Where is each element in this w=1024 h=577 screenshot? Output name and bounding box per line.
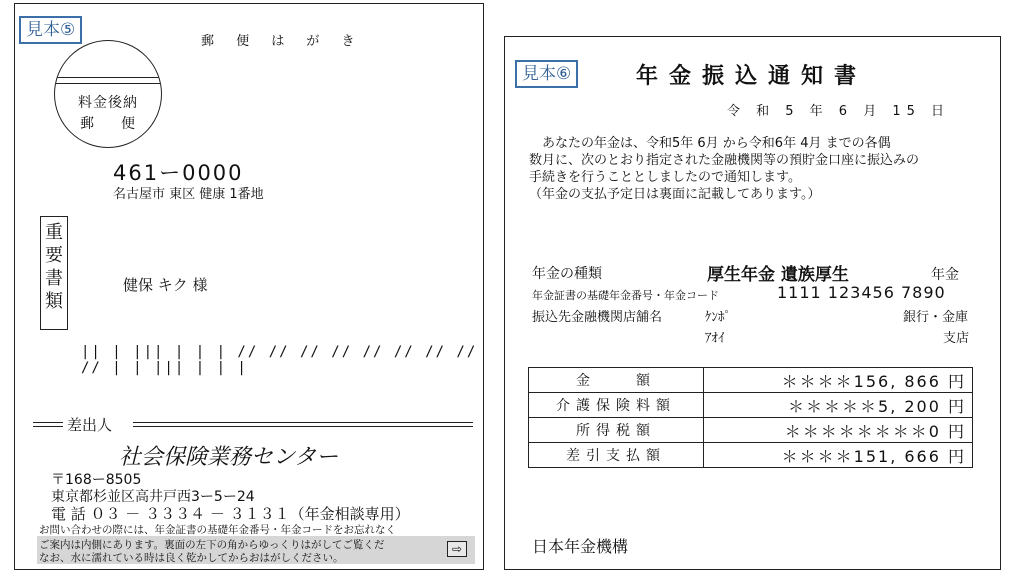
sender-zip: 〒168ー8505 [51,472,142,488]
body-line: 手続きを行うこととしましたので通知します。 [529,170,801,185]
recipient-address: 名古屋市 東区 健康 1番地 [113,187,264,202]
stamp-line-2: 郵 便 [80,116,136,132]
amount-label: 介護保険料額 [529,393,704,418]
arrow-right-icon: ⇨ [447,541,467,557]
pension-type-value: 厚生年金 遺族厚生 [707,265,849,285]
vertical-char: 類 [45,291,63,312]
pension-type-suffix: 年金 [931,267,959,283]
notice-date: 令 和 5 年 6 月 15 日 [727,104,951,119]
table-row [529,418,973,443]
vertical-char: 書 [45,268,63,289]
recipient-name: 健保 キク 様 [123,276,208,294]
peel-note-1: ご案内は内側にあります。裏面の左下の角からゆっくりはがしてご覧くだ [39,539,385,551]
amount-value: ＊＊＊＊＊＊＊＊0 円 [704,418,973,443]
pension-code-label: 年金証書の基礎年金番号・年金コード [532,289,719,302]
bank-type: 銀行・金庫 [903,310,969,325]
bank-name: ｹﾝﾎﾟ [705,310,731,325]
peel-note-2: なお、水に濡れている時は良く乾かしてからおはがしください。 [39,552,344,564]
notice-title: 年金振込通知書 [636,64,868,89]
table-row [529,443,973,468]
customer-barcode: || | ||| | | | // // // // // // // // // | | ||| | | | [81,344,478,376]
pension-type-label: 年金の種類 [532,266,602,282]
recipient-zip: 461ー0000 [113,161,244,185]
amount-value: ＊＊＊＊＊5, 200 円 [704,393,973,418]
postcard-title: 郵 便 は が き [201,34,364,49]
sender-organization: 社会保険業務センター [119,445,339,470]
table-row [529,393,973,418]
body-line: あなたの年金は、令和5年 6月 から令和6年 4月 までの各偶 [542,136,891,151]
notice-body [529,135,989,203]
issuing-organization: 日本年金機構 [532,537,629,556]
body-line: 数月に、次のとおり指定された金融機関等の預貯金口座に振込みの [529,153,920,168]
amount-table [528,367,973,468]
pension-notice [504,36,1001,570]
pension-code-value: 1111 123456 7890 [777,283,946,302]
sender-label: 差出人 [67,416,113,434]
postage-stamp [54,40,162,148]
sample-label-5: 見本⑤ [19,16,82,44]
sender-address: 東京都杉並区高井戸西3ー5ー24 [51,489,255,505]
table-row [529,368,973,393]
body-line: （年金の支払予定日は裏面に記載してあります。） [529,187,821,202]
vertical-char: 要 [45,245,63,266]
branch-name: ｱｵｲ [705,331,725,346]
sender-phone: 電 話 ０３ － ３３３４ － ３１３１（年金相談専用） [51,505,410,523]
sample-label-6: 見本⑥ [515,60,578,88]
amount-value: ＊＊＊＊151, 666 円 [704,443,973,468]
stamp-line-1: 料金後納 [78,95,138,111]
amount-value: ＊＊＊＊156, 866 円 [704,368,973,393]
amount-label: 差引支払額 [529,443,704,468]
contact-note: お問い合わせの際には、年金証書の基礎年金番号・年金コードをお忘れなく [39,524,396,536]
vertical-char: 重 [45,222,63,243]
postcard [14,3,484,570]
bank-label: 振込先金融機関店舗名 [532,310,663,325]
amount-label: 所得税額 [529,418,704,443]
amount-label: 金 額 [529,368,704,393]
branch-type: 支店 [943,331,970,346]
important-documents-box [40,216,68,330]
